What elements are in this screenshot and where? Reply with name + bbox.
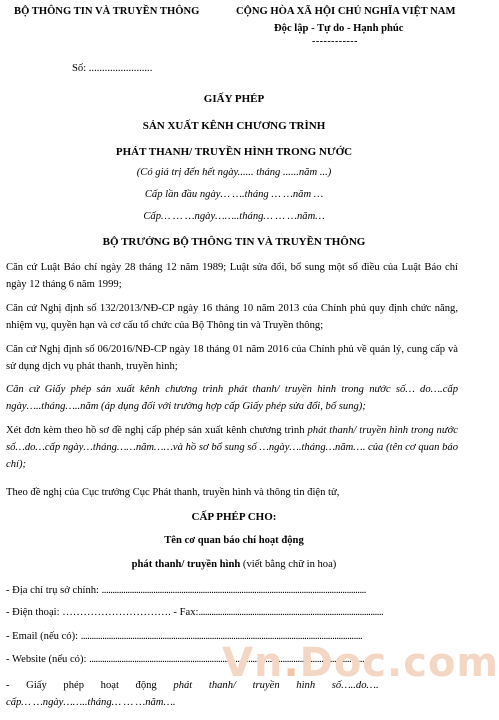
issued-line: Cấp… … …ngày……..tháng… … …năm… (143, 211, 325, 222)
uppercase-note: (viết bằng chữ in hoa) (240, 559, 337, 570)
organization-label: Tên cơ quan báo chí hoạt động (164, 535, 304, 546)
issuing-authority: BỘ TRƯỞNG BỘ THÔNG TIN VÀ TRUYỀN THÔNG (102, 236, 366, 248)
license-line (6, 677, 458, 694)
doc-title: GIẤY PHÉP (203, 93, 265, 105)
national-motto: Độc lập - Tự do - Hạnh phúc (274, 23, 404, 34)
field-dots: ................................................................................................................................ (89, 654, 365, 665)
document-number: Số: ........................ (72, 63, 153, 74)
country-name: CỘNG HÒA XÃ HỘI CHỦ NGHĨA VIỆT NAM (236, 6, 456, 17)
field-dots: ...................................................................................... (198, 607, 384, 618)
proposal-paragraph: Theo đề nghị của Cục trưởng Cục Phát thanh, truyền hình và thông tin điện tử, (6, 487, 340, 498)
doc-title-line2: SẢN XUẤT KÊNH CHƯƠNG TRÌNH (142, 120, 326, 132)
recital-license: Căn cứ Giấy phép sản xuất kênh chương trình phát thanh/ truyền hình trong nước số… do….cấp ngày…..tháng…..năm (áp dụng đối với trường hợp cấp Giấy phép sửa đổi, bổ sung); (6, 384, 458, 412)
field-label: - Website (nếu có): (6, 654, 90, 665)
first-issued-line: Cấp lần đầu ngày… ….tháng … …năm … (144, 189, 324, 200)
motto-rule: ------------ (312, 36, 358, 47)
doc-title-line3: PHÁT THANH/ TRUYỀN HÌNH TRONG NƯỚC (115, 146, 353, 158)
validity-line: (Có giá trị đến hết ngày...... tháng ......năm ...) (136, 167, 332, 178)
recital-decree-06: Căn cứ Nghị định số 06/2016/NĐ-CP ngày 18 tháng 01 năm 2016 của Chính phủ về quản lý, cung cấp và sử dụng dịch vụ phát thanh, truyền hình; (6, 344, 458, 372)
field-label: - Điện thoại: …………………………. - Fax: (6, 607, 199, 618)
watermark-text: Doc (299, 640, 388, 686)
field-dots: ................................................................................................................................... (80, 631, 363, 642)
ministry-name: BỘ THÔNG TIN VÀ TRUYỀN THÔNG (14, 6, 200, 17)
review-paragraph (6, 422, 458, 473)
recital-decree-132: Căn cứ Nghị định số 132/2013/NĐ-CP ngày 16 tháng 10 năm 2013 của Chính phủ quy định chức năng, nhiệm vụ, quyền hạn và cơ cấu tổ chức của Bộ Thông tin và Truyền thông; (6, 303, 458, 331)
review-text: Xét đơn kèm theo hồ sơ đề nghị cấp phép sản xuất kênh chương trình (6, 425, 308, 436)
review-text-italic: phát thanh/ truyền hình trong nước số…do…cấp ngày…tháng……năm……và hồ sơ bổ sung số …ngày….tháng…năm…. của (tên cơ quan báo chí); (6, 425, 458, 470)
field-label: - Email (nếu có): (6, 631, 81, 642)
license-label: - Giấy phép hoạt động (6, 680, 174, 691)
field-phone-fax (6, 607, 383, 618)
field-label: - Địa chỉ trụ sở chính: (6, 585, 102, 596)
organization-label-line2 (0, 559, 468, 570)
recital-law: Căn cứ Luật Báo chí ngày 28 tháng 12 năm 1989; Luật sửa đổi, bổ sung một số điều của Luật Báo chí ngày 12 tháng 6 năm 1999; (6, 262, 458, 290)
watermark-dot: . (283, 640, 300, 686)
broadcast-type: phát thanh/ truyền hình (131, 559, 241, 570)
grant-heading: CẤP PHÉP CHO: (191, 511, 277, 523)
license-detail: phát thanh/ truyền hình số…..do…. (173, 680, 379, 691)
watermark-text: Vn (222, 640, 284, 686)
watermark-text: .com (387, 640, 499, 686)
field-dots: ........................................................................................................................... (101, 585, 366, 596)
license-issue-date: cấp… …ngày……..tháng… … …năm…. (6, 697, 176, 708)
field-head-office (6, 585, 366, 596)
